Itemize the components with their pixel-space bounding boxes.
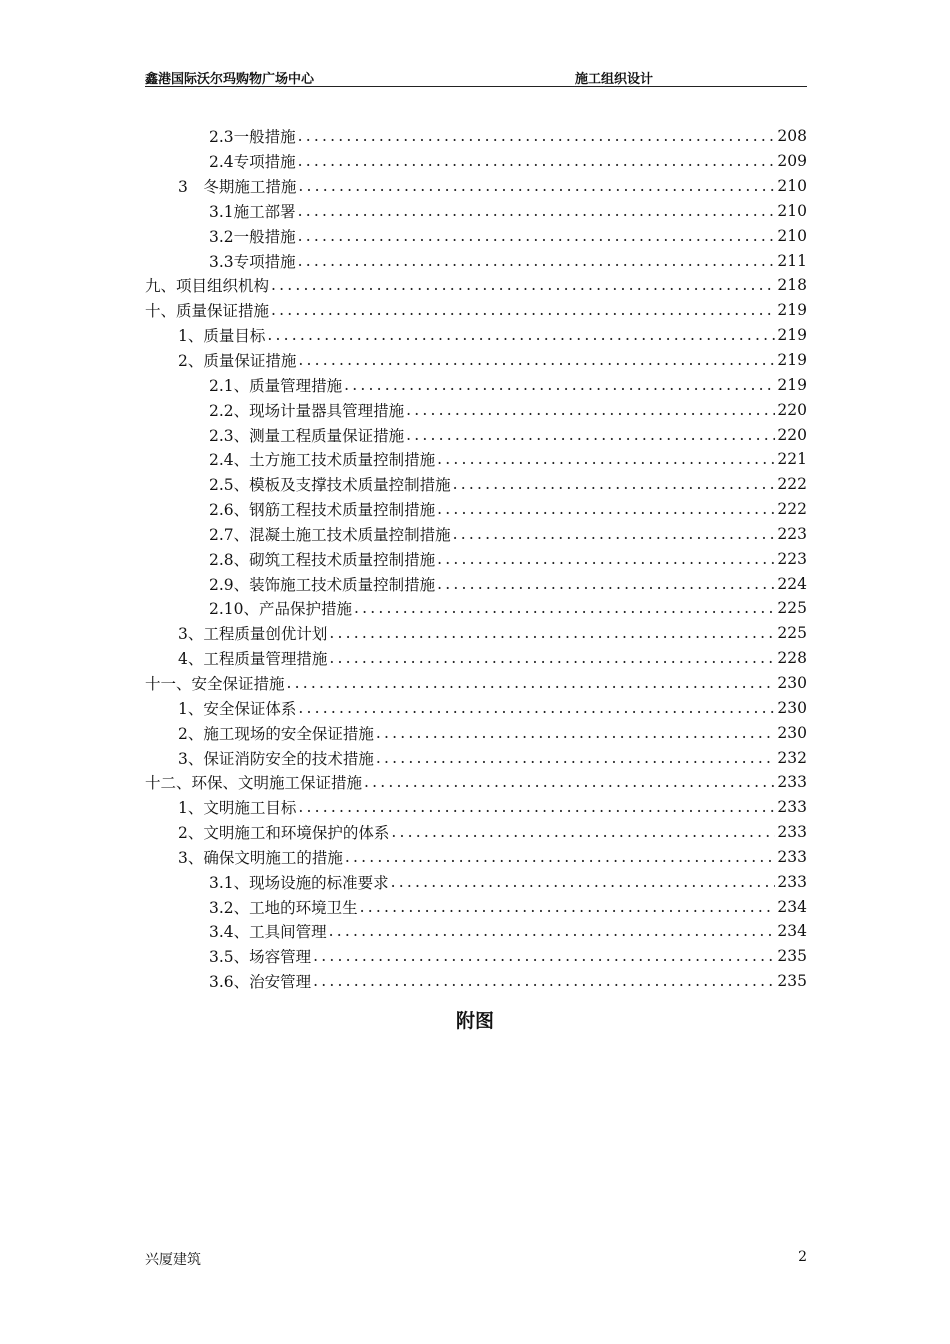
toc-dot-leader bbox=[271, 301, 775, 319]
toc-entry[interactable] bbox=[145, 497, 807, 522]
toc-entry-page: 233 bbox=[777, 798, 807, 817]
toc-entry-title: 2.6、钢筋工程技术质量控制措施 bbox=[209, 501, 436, 520]
toc-entry-page: 210 bbox=[777, 201, 807, 220]
toc-entry[interactable] bbox=[145, 397, 807, 422]
toc-entry-title: 1、文明施工目标 bbox=[178, 799, 297, 818]
toc-entry-page: 228 bbox=[777, 649, 807, 668]
toc-entry-title: 2.2、现场计量器具管理措施 bbox=[209, 401, 405, 420]
toc-entry-title: 十二、环保、文明施工保证措施 bbox=[145, 774, 363, 793]
toc-entry[interactable] bbox=[145, 447, 807, 472]
toc-entry[interactable] bbox=[145, 646, 807, 671]
toc-entry[interactable] bbox=[145, 199, 807, 224]
toc-entry-title: 十一、安全保证措施 bbox=[145, 674, 285, 693]
toc-entry-page: 233 bbox=[777, 847, 807, 866]
toc-entry[interactable] bbox=[145, 174, 807, 199]
toc-entry[interactable] bbox=[145, 894, 807, 919]
toc-entry-title: 2.4专项措施 bbox=[209, 153, 296, 172]
toc-dot-leader bbox=[313, 947, 775, 965]
toc-entry-page: 223 bbox=[777, 524, 807, 543]
toc-entry-page: 218 bbox=[777, 276, 807, 295]
toc-dot-leader bbox=[453, 525, 776, 543]
toc-entry-title: 十、质量保证措施 bbox=[145, 302, 270, 321]
toc-entry[interactable] bbox=[145, 422, 807, 447]
toc-entry-title: 2.3、测量工程质量保证措施 bbox=[209, 426, 405, 445]
toc-entry[interactable] bbox=[145, 149, 807, 174]
toc-dot-leader bbox=[298, 152, 776, 170]
toc-dot-leader bbox=[298, 127, 776, 145]
toc-entry-title: 3.6、治安管理 bbox=[209, 973, 312, 992]
toc-entry[interactable] bbox=[145, 944, 807, 969]
toc-entry-page: 225 bbox=[777, 624, 807, 643]
toc-entry-page: 230 bbox=[777, 673, 807, 692]
toc-entry[interactable] bbox=[145, 919, 807, 944]
toc-entry-page: 210 bbox=[777, 177, 807, 196]
toc-entry-page: 230 bbox=[777, 698, 807, 717]
toc-entry[interactable] bbox=[145, 720, 807, 745]
toc-entry-title: 2.1、质量管理措施 bbox=[209, 376, 343, 395]
footer-page-number: 2 bbox=[798, 1249, 807, 1265]
toc-entry[interactable] bbox=[145, 869, 807, 894]
toc-entry[interactable] bbox=[145, 770, 807, 795]
toc-dot-leader bbox=[287, 674, 776, 692]
toc-entry[interactable] bbox=[145, 844, 807, 869]
toc-entry-title: 2.9、装饰施工技术质量控制措施 bbox=[209, 575, 436, 594]
toc-entry[interactable] bbox=[145, 223, 807, 248]
toc-entry-page: 220 bbox=[777, 400, 807, 419]
toc-dot-leader bbox=[329, 624, 775, 642]
toc-dot-leader bbox=[376, 724, 776, 742]
toc-dot-leader bbox=[406, 426, 775, 444]
toc-entry[interactable] bbox=[145, 621, 807, 646]
toc-entry[interactable] bbox=[145, 323, 807, 348]
toc-entry-title: 2、质量保证措施 bbox=[178, 352, 297, 371]
toc-entry[interactable] bbox=[145, 248, 807, 273]
toc-dot-leader bbox=[437, 575, 775, 593]
project-title: 鑫港国际沃尔玛购物广场中心 bbox=[145, 72, 315, 87]
table-of-contents bbox=[145, 124, 807, 994]
toc-entry-page: 219 bbox=[777, 351, 807, 370]
toc-entry-title: 3.1、现场设施的标准要求 bbox=[209, 873, 389, 892]
toc-entry-title: 1、质量目标 bbox=[178, 327, 266, 346]
toc-entry-title: 4、工程质量管理措施 bbox=[178, 650, 328, 669]
toc-entry-title: 3、确保文明施工的措施 bbox=[178, 848, 343, 867]
toc-entry-page: 233 bbox=[777, 773, 807, 792]
toc-entry-page: 211 bbox=[777, 251, 807, 270]
toc-dot-leader bbox=[298, 699, 775, 717]
toc-entry-page: 219 bbox=[777, 301, 807, 320]
toc-dot-leader bbox=[344, 376, 775, 394]
toc-entry[interactable] bbox=[145, 745, 807, 770]
toc-entry-title: 3.5、场容管理 bbox=[209, 948, 312, 967]
toc-dot-leader bbox=[360, 898, 776, 916]
document-type-title: 施工组织设计 bbox=[575, 72, 654, 87]
toc-entry[interactable] bbox=[145, 671, 807, 696]
toc-entry-page: 209 bbox=[777, 152, 807, 171]
toc-entry-title: 2.8、砌筑工程技术质量控制措施 bbox=[209, 550, 436, 569]
toc-dot-leader bbox=[364, 773, 775, 791]
toc-dot-leader bbox=[453, 475, 776, 493]
toc-entry-title: 3 冬期施工措施 bbox=[178, 178, 297, 197]
toc-dot-leader bbox=[391, 823, 775, 841]
toc-entry-title: 3.4、工具间管理 bbox=[209, 923, 327, 942]
toc-entry-title: 2.5、模板及支撑技术质量控制措施 bbox=[209, 476, 451, 495]
toc-entry-page: 219 bbox=[777, 326, 807, 345]
toc-entry[interactable] bbox=[145, 795, 807, 820]
toc-entry[interactable] bbox=[145, 472, 807, 497]
toc-entry-page: 234 bbox=[777, 922, 807, 941]
toc-dot-leader bbox=[376, 749, 776, 767]
toc-dot-leader bbox=[329, 649, 775, 667]
toc-entry-title: 3.1施工部署 bbox=[209, 202, 296, 221]
toc-entry-page: 221 bbox=[777, 450, 807, 469]
toc-dot-leader bbox=[406, 401, 775, 419]
toc-entry[interactable] bbox=[145, 571, 807, 596]
toc-entry-title: 3.2一般措施 bbox=[209, 227, 296, 246]
toc-entry-page: 224 bbox=[777, 574, 807, 593]
toc-entry-title: 2、施工现场的安全保证措施 bbox=[178, 724, 374, 743]
toc-entry-title: 3、保证消防安全的技术措施 bbox=[178, 749, 374, 768]
toc-dot-leader bbox=[391, 873, 776, 891]
toc-entry[interactable] bbox=[145, 273, 807, 298]
toc-entry-title: 3.3专项措施 bbox=[209, 252, 296, 271]
toc-entry-title: 1、安全保证体系 bbox=[178, 699, 297, 718]
toc-entry-title: 九、项目组织机构 bbox=[145, 277, 270, 296]
toc-dot-leader bbox=[437, 550, 775, 568]
toc-entry-page: 230 bbox=[777, 723, 807, 742]
toc-entry-page: 233 bbox=[777, 872, 807, 891]
toc-dot-leader bbox=[313, 972, 775, 990]
toc-entry-title: 2.4、土方施工技术质量控制措施 bbox=[209, 451, 436, 470]
toc-dot-leader bbox=[329, 922, 776, 940]
toc-entry-page: 222 bbox=[777, 500, 807, 519]
toc-entry[interactable] bbox=[145, 969, 807, 994]
toc-entry[interactable] bbox=[145, 695, 807, 720]
toc-entry-page: 235 bbox=[777, 947, 807, 966]
toc-entry-title: 2.7、混凝土施工技术质量控制措施 bbox=[209, 525, 451, 544]
page-header bbox=[145, 66, 807, 87]
toc-dot-leader bbox=[298, 202, 776, 220]
toc-entry[interactable] bbox=[145, 124, 807, 149]
toc-dot-leader bbox=[298, 798, 775, 816]
toc-entry-page: 223 bbox=[777, 549, 807, 568]
toc-entry-title: 2、文明施工和环境保护的体系 bbox=[178, 824, 390, 843]
toc-entry[interactable] bbox=[145, 596, 807, 621]
toc-entry-page: 234 bbox=[777, 897, 807, 916]
toc-entry[interactable] bbox=[145, 348, 807, 373]
toc-entry[interactable] bbox=[145, 298, 807, 323]
toc-dot-leader bbox=[354, 599, 775, 617]
toc-entry-page: 233 bbox=[777, 823, 807, 842]
toc-entry[interactable] bbox=[145, 820, 807, 845]
toc-dot-leader bbox=[298, 351, 775, 369]
toc-entry[interactable] bbox=[145, 372, 807, 397]
toc-dot-leader bbox=[298, 177, 775, 195]
toc-dot-leader bbox=[298, 252, 776, 270]
toc-dot-leader bbox=[271, 276, 775, 294]
toc-dot-leader bbox=[437, 500, 775, 518]
toc-entry-title: 3.2、工地的环境卫生 bbox=[209, 898, 358, 917]
toc-dot-leader bbox=[298, 227, 776, 245]
toc-entry-page: 220 bbox=[777, 425, 807, 444]
toc-entry-page: 222 bbox=[777, 475, 807, 494]
toc-dot-leader bbox=[267, 326, 775, 344]
toc-entry[interactable] bbox=[145, 522, 807, 547]
toc-entry[interactable] bbox=[145, 546, 807, 571]
toc-entry-title: 3、工程质量创优计划 bbox=[178, 625, 328, 644]
toc-entry-page: 235 bbox=[777, 972, 807, 991]
appendix-heading: 附图 bbox=[455, 1010, 494, 1032]
toc-dot-leader bbox=[345, 848, 776, 866]
toc-entry-page: 232 bbox=[777, 748, 807, 767]
toc-entry-page: 225 bbox=[777, 599, 807, 618]
footer-company: 兴厦建筑 bbox=[145, 1252, 201, 1268]
toc-entry-page: 208 bbox=[777, 127, 807, 146]
toc-dot-leader bbox=[437, 450, 775, 468]
toc-entry-page: 219 bbox=[777, 375, 807, 394]
toc-entry-page: 210 bbox=[777, 226, 807, 245]
toc-entry-title: 2.3一般措施 bbox=[209, 128, 296, 147]
toc-entry-title: 2.10、产品保护措施 bbox=[209, 600, 353, 619]
